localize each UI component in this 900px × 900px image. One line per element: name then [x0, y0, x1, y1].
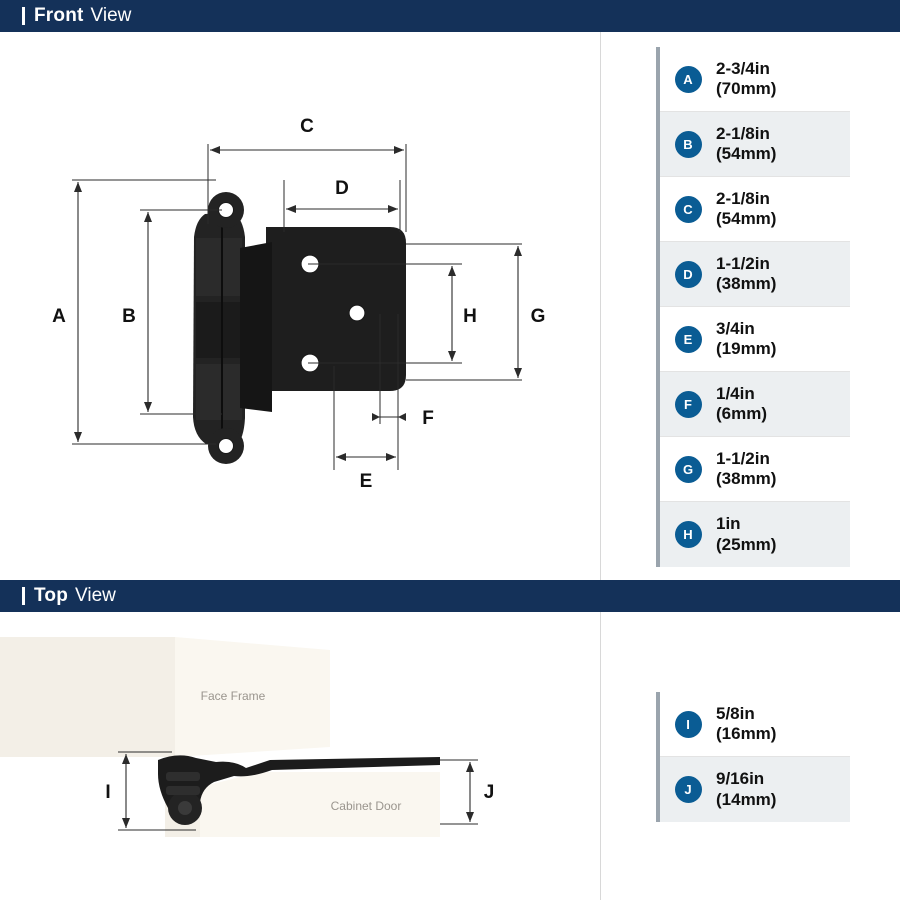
dimension-metric: (38mm) — [716, 274, 777, 293]
label-i: I — [105, 782, 111, 803]
front-view-divider — [600, 32, 601, 580]
top-view-divider — [600, 612, 601, 900]
dimension-value-d — [716, 254, 850, 294]
dimension-value-a — [716, 59, 850, 99]
face-frame — [0, 637, 330, 757]
header-tick — [22, 587, 25, 605]
dimension-badge-cell — [660, 776, 716, 803]
table-row[interactable] — [660, 47, 850, 112]
dimension-imperial: 1in — [716, 514, 741, 534]
badge-f: F — [675, 391, 702, 418]
dimension-badge-cell — [660, 711, 716, 738]
front-view-header — [0, 0, 900, 32]
label-e: E — [359, 471, 373, 492]
dimension-metric: (16mm) — [716, 724, 777, 743]
dimension-d — [284, 178, 400, 232]
front-view-title-light: View — [90, 5, 132, 26]
dimension-badge-cell — [660, 66, 716, 93]
dimension-value-g — [716, 449, 850, 489]
label-c: C — [300, 116, 314, 137]
table-row[interactable] — [660, 307, 850, 372]
label-d: D — [335, 178, 349, 199]
dimension-value-c — [716, 189, 850, 229]
dimension-imperial: 1-1/2in — [716, 253, 770, 273]
dimension-value-b — [716, 124, 850, 164]
dimension-value-e — [716, 319, 850, 359]
dimension-badge-cell — [660, 131, 716, 158]
dimension-value-i — [716, 704, 850, 744]
dimension-metric: (54mm) — [716, 144, 777, 163]
label-j: J — [483, 782, 495, 803]
top-view-title-light: View — [75, 585, 116, 606]
cabinet-door-label: Cabinet Door — [330, 799, 402, 813]
table-row[interactable] — [660, 242, 850, 307]
badge-g: G — [675, 456, 702, 483]
badge-c: C — [675, 196, 702, 223]
table-row[interactable] — [660, 437, 850, 502]
dimension-metric: (38mm) — [716, 469, 777, 488]
table-row[interactable] — [660, 757, 850, 822]
dimension-j — [440, 760, 494, 824]
dimension-imperial: 2-3/4in — [716, 58, 770, 78]
dimension-imperial: 9/16in — [716, 769, 765, 789]
table-row[interactable] — [660, 112, 850, 177]
face-frame-label: Face Frame — [200, 689, 266, 703]
dimension-metric: (19mm) — [716, 339, 777, 358]
dimension-badge-cell — [660, 326, 716, 353]
dimension-imperial: 5/8in — [716, 703, 755, 723]
top-view-header — [0, 580, 900, 612]
dimension-value-h — [716, 514, 850, 554]
table-row[interactable] — [660, 692, 850, 757]
dimension-imperial: 1-1/2in — [716, 448, 770, 468]
top-dimension-table — [656, 692, 850, 822]
dimension-badge-cell — [660, 456, 716, 483]
dimension-imperial: 2-1/8in — [716, 123, 770, 143]
dimension-imperial: 1/4in — [716, 383, 755, 403]
dimension-badge-cell — [660, 196, 716, 223]
dimension-metric: (6mm) — [716, 404, 768, 423]
label-h: H — [463, 306, 477, 327]
badge-b: B — [675, 131, 702, 158]
badge-h: H — [675, 521, 702, 548]
top-view-title-strong: Top — [34, 585, 69, 606]
label-g: G — [530, 306, 546, 327]
front-dimension-table — [656, 47, 850, 567]
dimension-metric: (25mm) — [716, 534, 777, 554]
dimension-metric: (70mm) — [716, 79, 777, 98]
badge-e: E — [675, 326, 702, 353]
dimension-metric: (54mm) — [716, 209, 777, 228]
dimension-value-f — [716, 384, 850, 424]
table-row[interactable] — [660, 372, 850, 437]
label-f: F — [422, 408, 434, 429]
dimension-value-j — [716, 769, 850, 809]
front-view-drawing — [0, 32, 600, 580]
badge-j: J — [675, 776, 702, 803]
badge-a: A — [675, 66, 702, 93]
top-view-drawing — [0, 612, 600, 900]
badge-d: D — [675, 261, 702, 288]
dimension-imperial: 3/4in — [716, 318, 755, 338]
hinge-hardware-front — [193, 192, 406, 464]
label-a: A — [52, 306, 66, 327]
dimension-badge-cell — [660, 521, 716, 548]
table-row[interactable] — [660, 502, 850, 567]
front-view-title-strong: Front — [34, 5, 84, 26]
label-b: B — [122, 306, 136, 327]
dimension-imperial: 2-1/8in — [716, 188, 770, 208]
header-tick — [22, 7, 25, 25]
dimension-badge-cell — [660, 391, 716, 418]
dimension-metric: (14mm) — [716, 789, 777, 809]
table-row[interactable] — [660, 177, 850, 242]
badge-i: I — [675, 711, 702, 738]
dimension-badge-cell — [660, 261, 716, 288]
